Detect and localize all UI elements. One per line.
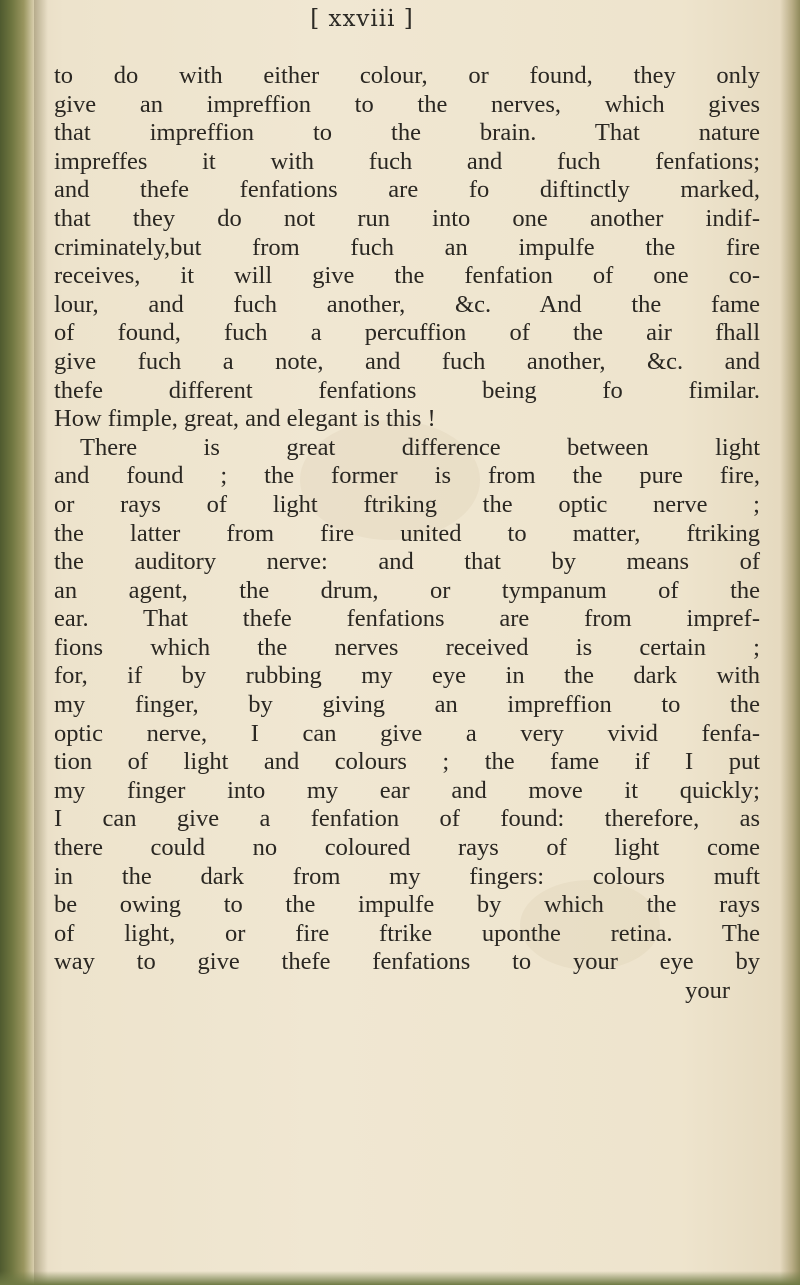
text-line: way to give thefe fenfations to your eye by bbox=[54, 948, 760, 976]
text-line: or rays of light ftriking the optic nerve ; bbox=[54, 490, 760, 518]
text-line: an agent, the drum, or tympanum of the bbox=[54, 576, 760, 604]
page-edge-right bbox=[780, 0, 800, 1285]
text-line: the auditory nerve: and that by means of bbox=[54, 548, 760, 576]
text-line: How fimple, great, and elegant is this ! bbox=[54, 405, 436, 433]
page-edge-bottom bbox=[0, 1271, 800, 1285]
binding-edge-left bbox=[0, 0, 34, 1285]
text-line: my finger into my ear and move it quickly; bbox=[54, 776, 760, 804]
text-line: criminately,but from fuch an impulfe the fire bbox=[54, 233, 760, 261]
text-line: and found ; the former is from the pure fire, bbox=[54, 462, 760, 490]
text-line: there could no coloured rays of light come bbox=[54, 834, 760, 862]
gutter-shadow bbox=[34, 0, 48, 1285]
text-line: of light, or fire ftrike uponthe retina. The bbox=[54, 919, 760, 947]
text-line: thefe different fenfations being fo fimilar. bbox=[54, 376, 760, 404]
text-line: optic nerve, I can give a very vivid fenfa- bbox=[54, 719, 760, 747]
text-line: for, if by rubbing my eye in the dark with bbox=[54, 662, 760, 690]
text-line: that they do not run into one another indif- bbox=[54, 204, 760, 232]
text-line: receives, it will give the fenfation of one co- bbox=[54, 262, 760, 290]
text-line: I can give a fenfation of found: therefore, as bbox=[54, 805, 760, 833]
body-text bbox=[54, 62, 760, 1006]
text-line: ear. That thefe fenfations are from impref- bbox=[54, 605, 760, 633]
text-line: to do with either colour, or found, they only bbox=[54, 62, 760, 89]
text-line: lour, and fuch another, &c. And the fame bbox=[54, 290, 760, 318]
text-line: and thefe fenfations are fo diftinctly marked, bbox=[54, 176, 760, 204]
text-line: be owing to the impulfe by which the rays bbox=[54, 891, 760, 919]
text-line: fions which the nerves received is certain ; bbox=[54, 633, 760, 661]
text-line: tion of light and colours ; the fame if I put bbox=[54, 748, 760, 776]
text-line: in the dark from my fingers: colours muft bbox=[54, 862, 760, 890]
page-number: [ xxviii ] bbox=[310, 6, 414, 32]
text-line: give fuch a note, and fuch another, &c. and bbox=[54, 347, 760, 375]
text-line: my finger, by giving an impreffion to the bbox=[54, 691, 760, 719]
text-line: of found, fuch a percuffion of the air fhall bbox=[54, 319, 760, 347]
text-line: the latter from fire united to matter, ftriking bbox=[54, 519, 760, 547]
text-line: that impreffion to the brain. That nature bbox=[54, 119, 760, 147]
text-line: give an impreffion to the nerves, which gives bbox=[54, 90, 760, 118]
text-line: impreffes it with fuch and fuch fenfations; bbox=[54, 147, 760, 175]
catchword: your bbox=[685, 977, 730, 1004]
text-line: There is great difference between light bbox=[80, 433, 760, 461]
